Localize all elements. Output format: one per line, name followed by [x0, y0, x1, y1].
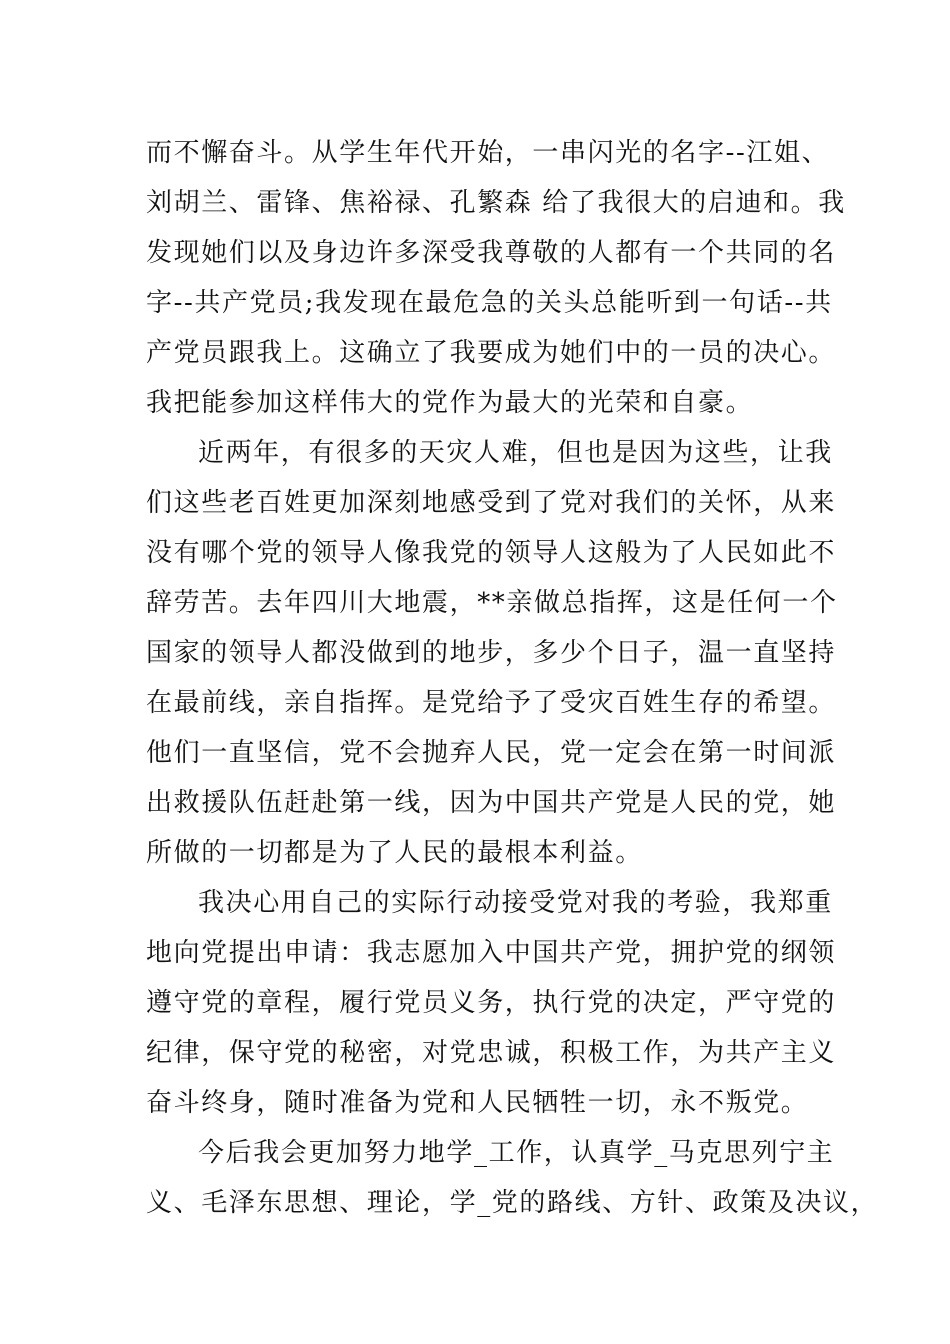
paragraph-start-line: 我决心用自己的实际行动接受党对我的考验，我郑重 [198, 888, 833, 918]
text-line: 字--共产党员;我发现在最危急的关头总能听到一句话--共 [146, 288, 833, 318]
text-line: 国家的领导人都没做到的地步，多少个日子，温一直坚持 [146, 638, 837, 668]
paragraph-start-line: 近两年，有很多的天灾人难，但也是因为这些，让我 [198, 438, 833, 468]
text-line: 他们一直坚信，党不会抛弃人民，党一定会在第一时间派 [146, 738, 837, 768]
text-line: 而不懈奋斗。从学生年代开始，一串闪光的名字--江姐、 [146, 138, 830, 168]
text-line: 们这些老百姓更加深刻地感受到了党对我们的关怀，从来 [146, 488, 837, 518]
text-line: 我把能参加这样伟大的党作为最大的光荣和自豪。 [146, 388, 754, 418]
paragraph-start-line: 今后我会更加努力地学_工作，认真学_马克思列宁主 [198, 1138, 835, 1168]
text-line: 辞劳苦。去年四川大地震，**亲做总指挥，这是任何一个 [146, 588, 838, 618]
text-line: 纪律，保守党的秘密，对党忠诚，积极工作，为共产主义 [146, 1038, 837, 1068]
text-line: 遵守党的章程，履行党员义务，执行党的决定，严守党的 [146, 988, 837, 1018]
text-line: 没有哪个党的领导人像我党的领导人这般为了人民如此不 [146, 538, 837, 568]
text-line: 地向党提出申请：我志愿加入中国共产党，拥护党的纲领 [146, 938, 837, 968]
text-line: 出救援队伍赶赴第一线，因为中国共产党是人民的党，她 [146, 788, 837, 818]
text-line: 产党员跟我上。这确立了我要成为她们中的一员的决心。 [146, 338, 837, 368]
text-line: 刘胡兰、雷锋、焦裕禄、孔繁森 给了我很大的启迪和。我 [146, 188, 846, 218]
text-line: 发现她们以及身边许多深受我尊敬的人都有一个共同的名 [146, 238, 837, 268]
body-text [146, 128, 879, 1228]
text-line: 在最前线，亲自指挥。是党给予了受灾百姓生存的希望。 [146, 688, 837, 718]
text-line: 义、毛泽东思想、理论，学_党的路线、方针、政策及决议， [146, 1188, 879, 1218]
text-line: 所做的一切都是为了人民的最根本利益。 [146, 838, 643, 868]
text-line: 奋斗终身，随时准备为党和人民牺牲一切，永不叛党。 [146, 1088, 809, 1118]
